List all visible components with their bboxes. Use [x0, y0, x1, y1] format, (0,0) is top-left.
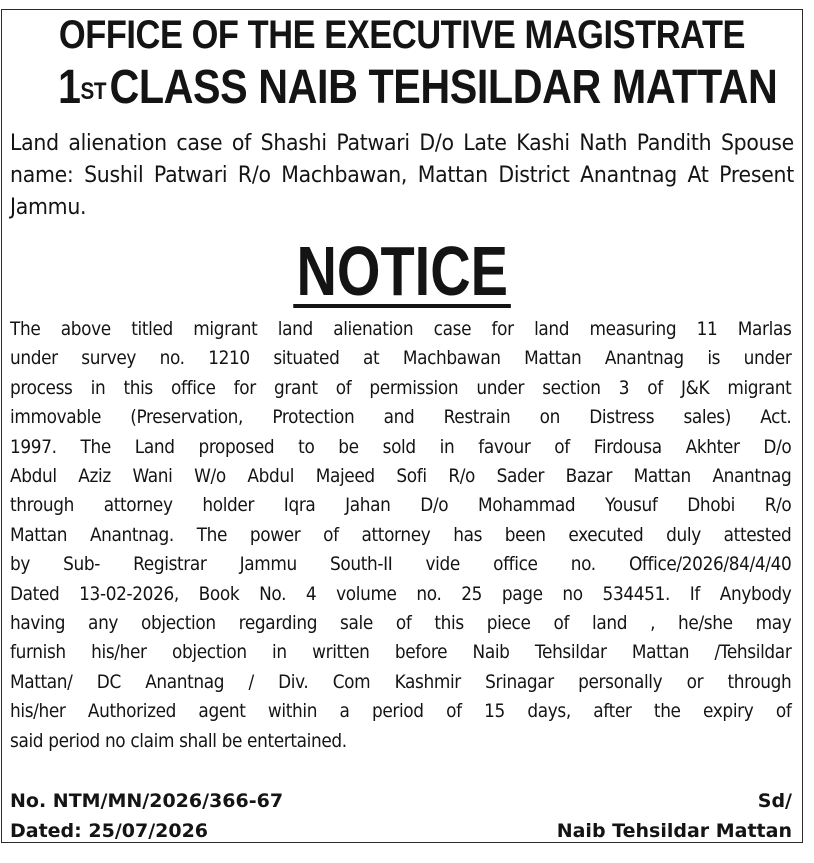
body-line: Abdul Aziz Wani W/o Abdul Majeed Sofi R/o Sader Bazar Mattan Anantnag	[10, 465, 792, 488]
signatory-designation: Naib Tehsildar Mattan	[556, 820, 792, 842]
body-line: said period no claim shall be entertained.	[10, 729, 347, 752]
body-line: 1997. The Land proposed to be sold in favour of Firdousa Akhter D/o	[10, 435, 792, 458]
body-line: under survey no. 1210 situated at Machbawan Mattan Anantnag is under	[10, 347, 792, 370]
body-line: immovable (Preservation, Protection and Restrain on Distress sales) Act.	[10, 406, 792, 429]
body-line: by Sub- Registrar Jammu South-II vide office no. Office/2026/84/4/40	[10, 553, 792, 576]
body-line: process in this office for grant of permission under section 3 of J&K migrant	[10, 376, 792, 399]
body-line: having any objection regarding sale of this piece of land , he/she may	[10, 612, 792, 635]
office-heading: OFFICE OF THE EXECUTIVE MAGISTRATE	[58, 13, 746, 57]
notice-title-text: NOTICE	[293, 238, 511, 308]
footer-row-2	[10, 816, 792, 846]
notice-box	[1, 9, 803, 843]
footer-row-1	[10, 786, 792, 816]
class-ordinal-suffix: ST	[80, 78, 107, 105]
office-subheading	[58, 60, 778, 116]
body-line: Mattan/ DC Anantnag / Div. Com Kashmir Srinagar personally or through	[10, 670, 792, 693]
body-line: through attorney holder Iqra Jahan D/o Mohammad Yousuf Dhobi R/o	[10, 494, 792, 517]
signature-mark: Sd/	[757, 790, 792, 812]
case-subject: Land alienation case of Shashi Patwari D/o Late Kashi Nath Pandith Spouse name: Sushil Patwari R/o Machbawan, Mattan District Anantnag At Present Jammu.	[10, 131, 794, 220]
class-title: CLASS NAIB TEHSILDAR MATTAN	[109, 61, 778, 114]
reference-number: No. NTM/MN/2026/366-67	[10, 790, 284, 812]
body-line: Dated 13-02-2026, Book No. 4 volume no. 25 page no 534451. If Anybody	[10, 582, 792, 605]
body-line: Mattan Anantnag. The power of attorney has been executed duly attested	[10, 523, 792, 546]
body-line: The above titled migrant land alienation case for land measuring 11 Marlas	[10, 318, 792, 340]
notice-title	[2, 232, 802, 310]
body-line: furnish his/her objection in written before Naib Tehsildar Mattan /Tehsildar	[10, 641, 792, 664]
notice-body	[10, 315, 791, 756]
class-number: 1	[58, 61, 81, 114]
dated: Dated: 25/07/2026	[10, 820, 209, 842]
body-line: his/her Authorized agent within a period of 15 days, after the expiry of	[10, 700, 792, 723]
